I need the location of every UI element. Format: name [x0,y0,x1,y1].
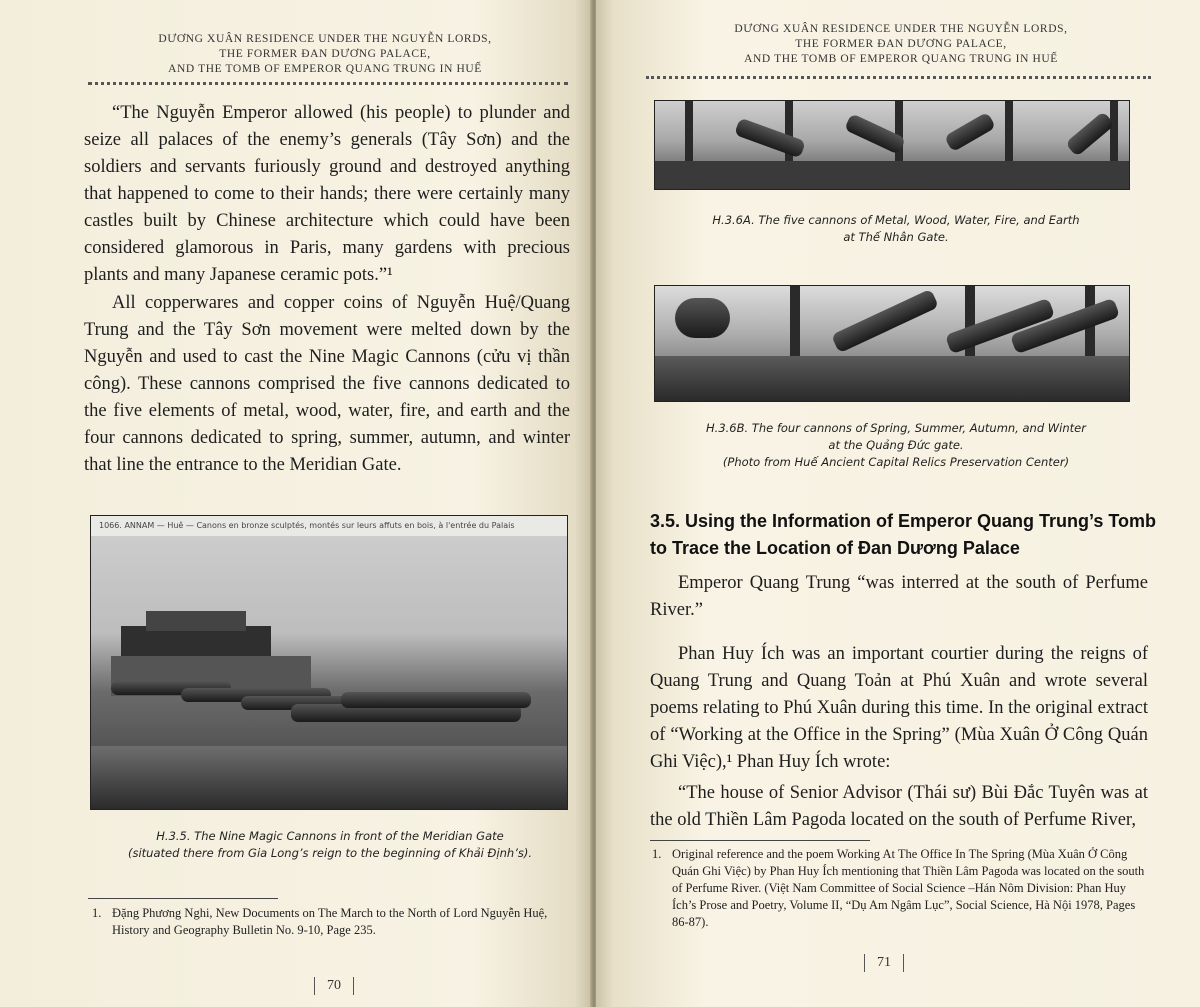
section-heading: 3.5. Using the Information of Emperor Quang Trung’s Tomb to Trace the Location of Đan Dương Palace [650,511,1157,558]
footnote-divider [650,840,870,841]
right-page [596,0,1200,1007]
left-page [0,0,592,1007]
footnote-divider [88,898,278,899]
photo-five-cannons [654,100,1130,190]
header-divider [646,76,1151,79]
quote-paragraph: “The Nguyễn Emperor allowed (his people) to plunder and seize all palaces of the enemy’s generals (Tây Sơn) and the soldiers and servants furiously ground and destroyed anything that happened to come to their hands; there were certainly many castles built by Chinese architecture which could have been considered glamorous in Paris, many gardens with precious plants and many Japanese ceramic pots.”¹ [84,103,570,285]
header-divider [88,82,568,85]
body-paragraph: “The house of Senior Advisor (Thái sư) Bùi Đắc Tuyên was at the old Thiền Lâm Pagoda located on the south of Perfume River, [650,783,1148,830]
photo-caption: H.3.5. The Nine Magic Cannons in front of the Meridian Gate (situated there from Gia Long’s reign to the beginning of Khải Định’s). [128,829,532,860]
photo-caption-a: H.3.6A. The five cannons of Metal, Wood, Water, Fire, and Earth at Thế Nhân Gate. [712,213,1080,244]
photo-four-cannons [654,285,1130,402]
body-paragraph: All copperwares and copper coins of Nguyễn Huệ/Quang Trung and the Tây Sơn movement were melted down by the Nguyễn and used to cast the Nine Magic Cannons (cửu vị thần công). These cannons comprised the five cannons dedicated to the five elements of metal, wood, water, fire, and earth and the four cannons dedicated to spring, summer, autumn, and winter that line the entrance to the Meridian Gate. [84,293,570,475]
running-header [100,32,550,77]
header-line: AND THE TOMB OF EMPEROR QUANG TRUNG IN HUẾ [168,63,482,75]
running-header [676,22,1126,67]
body-paragraph: Phan Huy Ích was an important courtier during the reigns of Quang Trung and Quang Toản at Phú Xuân and wrote several poems relating to Phú Xuân during this time. In the original extract of “Working at the Office in the Spring” (Mùa Xuân Ở Công Quán Ghi Việc),¹ Phan Huy Ích wrote: [650,644,1148,772]
page-number: 71 [864,954,904,972]
footnote: 1. Đặng Phương Nghi, New Documents on The March to the North of Lord Nguyễn Huệ, History and Geography Bulletin No. 9-10, Page 235. [92,906,548,937]
page-number: 70 [314,977,354,995]
photo-inscription: 1066. ANNAM — Huê — Canons en bronze sculptés, montés sur leurs affuts en bois, à l'entrée du Palais [91,516,568,536]
header-line: THE FORMER ĐAN DƯƠNG PALACE, [219,48,431,60]
photo-nine-cannons [90,515,568,810]
footnote: 1. Original reference and the poem Working At The Office In The Spring (Mùa Xuân Ở Công Quán Ghi Việc) by Phan Huy Ích mentioning that Thiền Lâm Pagoda was located on the south of Perfume River. (Việt Nam Committee of Social Science –Hán Nôm Division: Phan Huy Ích’s Prose and Poetry, Volume II, “Dụ Am Ngâm Lục”, Social Science, Hà Nội 1978, Pages 86-87). [652,847,1145,929]
header-line: DƯƠNG XUÂN RESIDENCE UNDER THE NGUYỄN LORDS, [158,33,492,45]
header-line: THE FORMER ĐAN DƯƠNG PALACE, [795,38,1007,50]
body-paragraph: Emperor Quang Trung “was interred at the south of Perfume River.” [650,573,1148,620]
photo-caption-b: H.3.6B. The four cannons of Spring, Summer, Autumn, and Winter at the Quảng Đức gate. (Photo from Huế Ancient Capital Relics Preservation Center) [706,421,1086,469]
header-line: AND THE TOMB OF EMPEROR QUANG TRUNG IN HUẾ [744,53,1058,65]
header-line: DƯƠNG XUÂN RESIDENCE UNDER THE NGUYỄN LORDS, [734,23,1068,35]
